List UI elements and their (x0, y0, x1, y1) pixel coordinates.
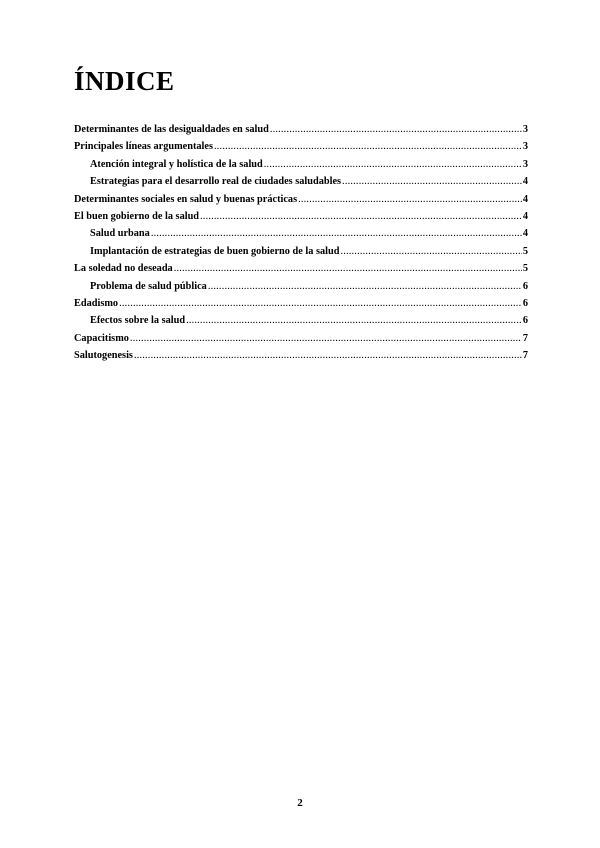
toc-entry-lineas-argumentales[interactable] (74, 141, 528, 158)
toc-entry-page: 5 (522, 263, 528, 275)
toc-entry-atencion-integral[interactable] (74, 159, 528, 176)
toc-entry-page: 4 (522, 228, 528, 240)
toc-dot-leader (130, 333, 522, 344)
toc-dot-leader (298, 194, 522, 205)
toc-entry-capacitismo[interactable] (74, 333, 528, 350)
toc-entry-title: Determinantes de las desigualdades en salud (74, 124, 269, 135)
toc-entry-page: 6 (522, 280, 528, 292)
toc-entry-edadismo[interactable] (74, 298, 528, 315)
toc-entry-page: 3 (522, 141, 528, 153)
toc-dot-leader (151, 228, 522, 239)
toc-entry-page: 4 (522, 210, 528, 222)
toc-entry-title: Problema de salud pública (90, 280, 207, 292)
toc-entry-page: 3 (522, 158, 528, 170)
toc-dot-leader (174, 263, 522, 274)
toc-dot-leader (270, 124, 522, 135)
toc-entry-page: 5 (522, 245, 528, 257)
toc-entry-salud-publica[interactable] (74, 281, 528, 298)
toc-entry-title: Implantación de estrategias de buen gobierno de la salud (90, 245, 340, 257)
page-number: 2 (297, 797, 303, 809)
toc-entry-page: 7 (522, 350, 528, 362)
toc-entry-ciudades-saludables[interactable] (74, 176, 528, 193)
table-of-contents (74, 124, 528, 367)
toc-entry-implantacion-estrategias[interactable] (74, 246, 528, 263)
toc-entry-title: El buen gobierno de la salud (74, 210, 200, 222)
toc-entry-title: Efectos sobre la salud (90, 315, 186, 327)
toc-dot-leader (342, 176, 522, 187)
toc-entry-title: Salud urbana (90, 228, 150, 240)
page-title: ÍNDICE (74, 66, 175, 96)
toc-dot-leader (214, 141, 522, 152)
toc-entry-efectos-salud[interactable] (74, 315, 528, 332)
toc-entry-title: Atención integral y holística de la salud (90, 158, 263, 170)
toc-entry-title: La soledad no deseada (74, 263, 173, 275)
toc-entry-page: 3 (522, 124, 528, 135)
toc-entry-salutogenesis[interactable] (74, 350, 528, 367)
toc-dot-leader (119, 298, 522, 309)
toc-entry-page: 7 (522, 332, 528, 344)
toc-entry-page: 4 (522, 193, 528, 205)
toc-dot-leader (208, 281, 522, 292)
toc-entry-title: Capacitismo (74, 332, 129, 344)
toc-dot-leader (200, 211, 522, 222)
toc-entry-buen-gobierno[interactable] (74, 211, 528, 228)
toc-entry-salud-urbana[interactable] (74, 228, 528, 245)
toc-dot-leader (186, 315, 522, 326)
toc-entry-title: Salutogenesis (74, 350, 133, 362)
toc-entry-soledad-no-deseada[interactable] (74, 263, 528, 280)
toc-entry-title: Determinantes sociales en salud y buenas prácticas (74, 193, 298, 205)
toc-dot-leader (340, 246, 521, 257)
toc-entry-page: 4 (522, 176, 528, 188)
toc-entry-determinantes-desigualdades[interactable] (74, 124, 528, 141)
toc-entry-title: Principales líneas argumentales (74, 141, 213, 153)
toc-entry-page: 6 (522, 315, 528, 327)
toc-entry-determinantes-sociales[interactable] (74, 194, 528, 211)
toc-dot-leader (264, 159, 522, 170)
toc-entry-title: Edadismo (74, 297, 119, 309)
toc-dot-leader (134, 350, 522, 361)
toc-entry-title: Estrategias para el desarrollo real de ciudades saludables (90, 176, 342, 188)
toc-entry-page: 6 (522, 297, 528, 309)
